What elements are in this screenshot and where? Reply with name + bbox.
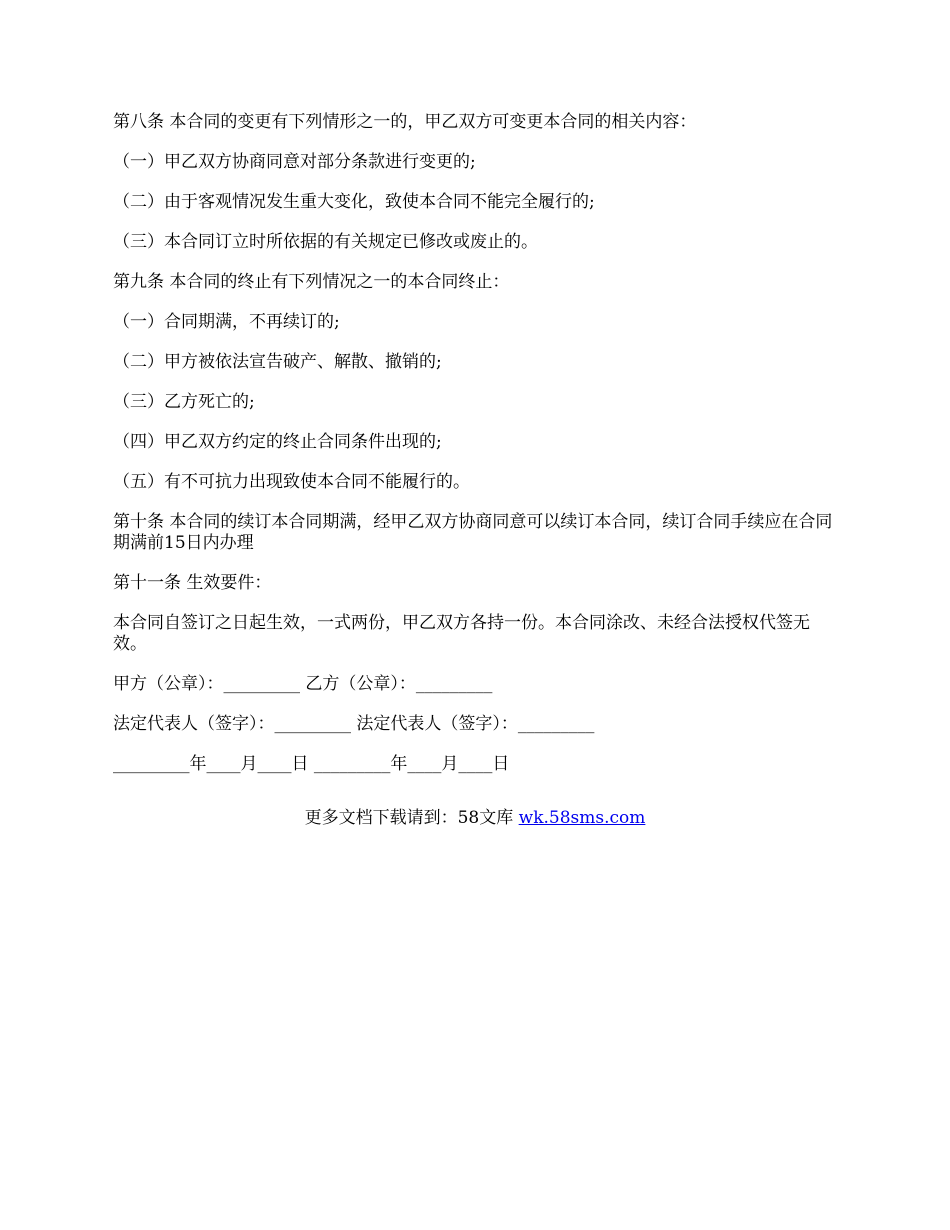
document-body xyxy=(113,112,838,775)
article-11-heading: 第十一条 生效要件： xyxy=(113,573,272,593)
article-8-item-3: （三）本合同订立时所依据的有关规定已修改或废止的。 xyxy=(113,232,538,252)
article-8-item-1: （一）甲乙双方协商同意对部分条款进行变更的; xyxy=(113,152,476,172)
article-9-item-1: （一）合同期满，不再续订的; xyxy=(113,312,340,332)
footer-link[interactable]: wk.58sms.com xyxy=(518,808,646,828)
article-9-item-2: （二）甲方被依法宣告破产、解散、撤销的; xyxy=(113,352,442,372)
article-9-item-3: （三）乙方死亡的; xyxy=(113,392,255,412)
seal-line: 甲方（公章）：_________ 乙方（公章）：_________ xyxy=(113,674,493,694)
article-9-item-4: （四）甲乙双方约定的终止合同条件出现的; xyxy=(113,432,442,452)
footer xyxy=(0,808,950,829)
article-10-text: 第十条 本合同的续订本合同期满，经甲乙双方协商同意可以续订本合同，续订合同手续应在合同期满前15日内办理 xyxy=(113,512,833,553)
article-8-heading: 第八条 本合同的变更有下列情形之一的，甲乙双方可变更本合同的相关内容： xyxy=(113,112,697,132)
article-11-text: 本合同自签订之日起生效，一式两份，甲乙双方各持一份。本合同涂改、未经合法授权代签无效。 xyxy=(113,613,810,654)
footer-prefix: 更多文档下载请到：58文库 xyxy=(304,808,519,828)
article-8-item-2: （二）由于客观情况发生重大变化，致使本合同不能完全履行的; xyxy=(113,192,595,212)
signature-line: 法定代表人（签字）：_________ 法定代表人（签字）：_________ xyxy=(113,714,595,734)
article-9-heading: 第九条 本合同的终止有下列情况之一的本合同终止： xyxy=(113,272,510,292)
article-9-item-5: （五）有不可抗力出现致使本合同不能履行的。 xyxy=(113,472,470,492)
date-line: _________年____月____日 _________年____月____日 xyxy=(113,754,510,774)
